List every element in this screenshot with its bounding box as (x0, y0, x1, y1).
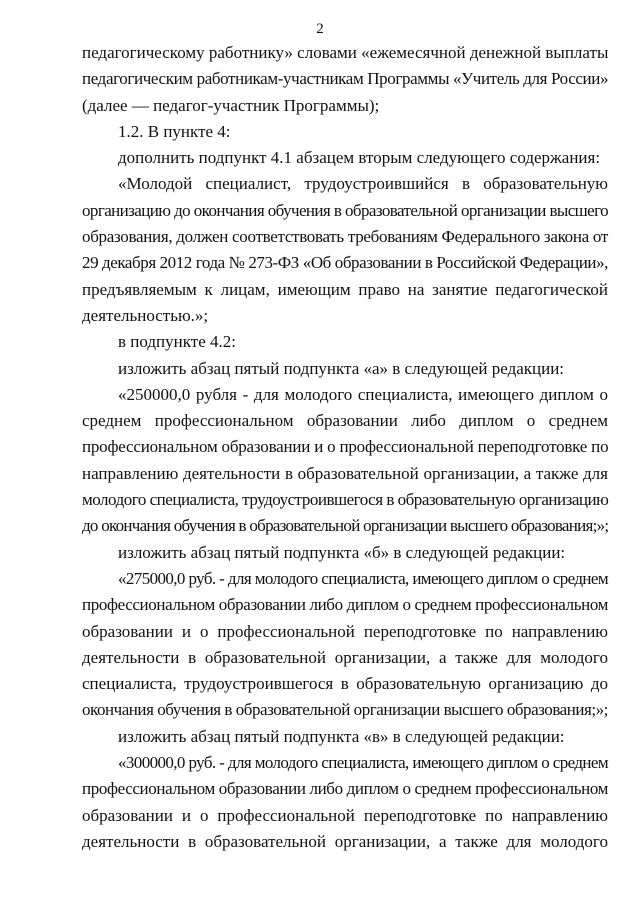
text-line: организацию до окончания обучения в образовательной организации высшего (82, 200, 608, 220)
text-line: 1.2. В пункте 4: (118, 121, 231, 141)
text-line: педагогическому работнику» словами «ежемесячной денежной выплаты (82, 43, 609, 62)
text-line: до окончания обучения в образовательной организации высшего образования;»; (82, 516, 609, 536)
text-line: изложить абзац пятый подпункта «б» в следующей редакции: (118, 542, 566, 562)
text-line: молодого специалиста, трудоустроившегося в образовательную организацию (82, 490, 609, 510)
text-line: образовании и о профессиональной переподготовке по направлению (82, 805, 608, 825)
text-line: среднем профессиональном образовании либо диплом о среднем (82, 411, 608, 431)
text-line: в подпункте 4.2: (118, 332, 236, 352)
text-line: «300000,0 руб. - для молодого специалиста, имеющего диплом о среднем (118, 753, 608, 773)
text-line: изложить абзац пятый подпункта «а» в следующей редакции: (118, 358, 565, 378)
text-line: профессиональном образовании либо диплом о среднем профессиональном (82, 779, 609, 799)
text-line: дополнить подпункт 4.1 абзацем вторым следующего содержания: (118, 148, 601, 168)
text-line: окончания обучения в образовательной организации высшего образования;»; (82, 700, 608, 720)
text-line: изложить абзац пятый подпункта «в» в следующей редакции: (118, 726, 565, 746)
text-line: деятельностью.»; (82, 305, 209, 325)
text-line: деятельности в образовательной организации, а также для молодого (82, 647, 608, 667)
text-line: профессиональном образовании и о профессиональной переподготовке по (82, 437, 609, 457)
text-line: «250000,0 рубля - для молодого специалиста, имеющего диплом о (118, 384, 608, 404)
text-line: образовании и о профессиональной переподготовке по направлению (82, 621, 608, 641)
text-line: «Молодой специалист, трудоустроившийся в образовательную (118, 174, 608, 194)
text-line: «275000,0 руб. - для молодого специалиста, имеющего диплом о среднем (118, 568, 608, 588)
text-line: предъявляемым к лицам, имеющим право на занятие педагогической (82, 279, 608, 299)
text-line: специалиста, трудоустроившегося в образовательную организацию до (82, 674, 608, 694)
text-line: профессиональном образовании либо диплом о среднем профессиональном (82, 595, 609, 615)
text-line: деятельности в образовательной организации, а также для молодого (82, 831, 608, 851)
page-number: 2 (316, 21, 324, 37)
text-line: образования, должен соответствовать требованиям Федерального закона от (82, 227, 608, 247)
text-line: педагогическим работникам-участникам Программы «Учитель для России» (82, 69, 609, 89)
text-line: 29 декабря 2012 года № 273-ФЗ «Об образовании в Российской Федерации», (82, 253, 608, 273)
text-line: направлению деятельности в образовательной организации, а также для (82, 463, 608, 483)
document-body (82, 40, 608, 855)
text-line: (далее — педагог-участник Программы); (82, 95, 380, 115)
